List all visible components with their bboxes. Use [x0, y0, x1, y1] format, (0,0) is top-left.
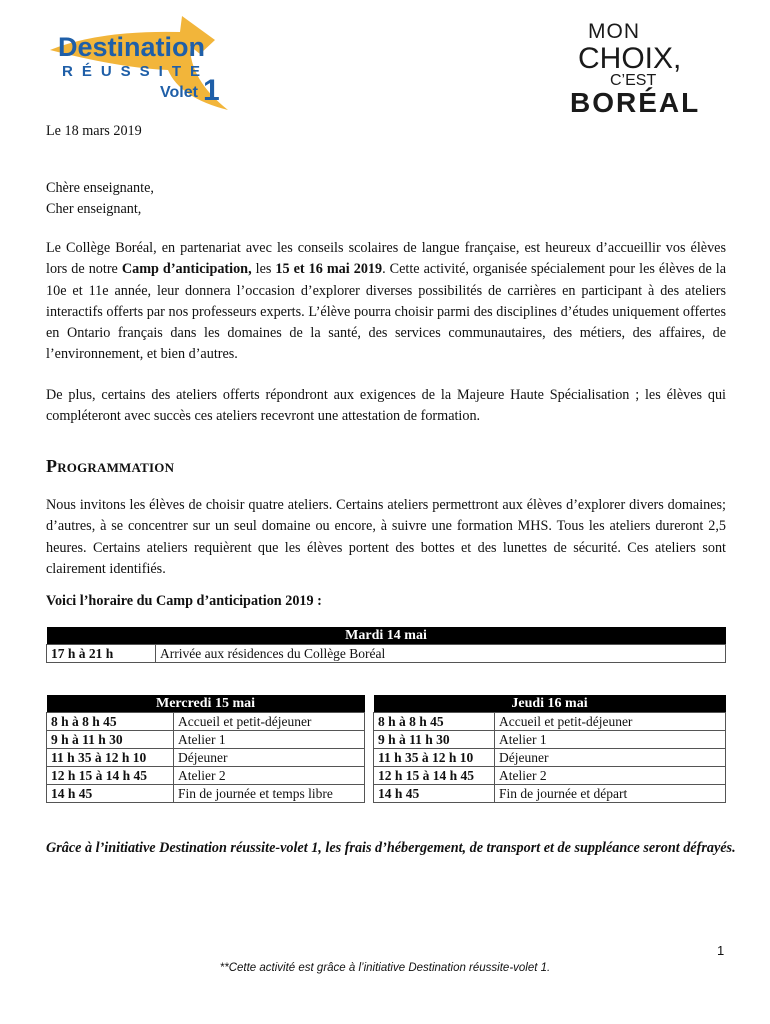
time-cell: 9 h à 11 h 30 — [47, 731, 174, 749]
boreal-name-text: BORÉAL — [570, 87, 701, 116]
table-row — [47, 713, 726, 731]
time-cell: 9 h à 11 h 30 — [374, 731, 495, 749]
section-title-programmation: Programmation — [46, 456, 175, 476]
table-row — [47, 767, 726, 785]
activity-cell: Fin de journée et temps libre — [174, 785, 365, 803]
time-cell: 14 h 45 — [374, 785, 495, 803]
logo-number-text: 1 — [203, 74, 220, 107]
paragraph-mhs: De plus, certains des ateliers offerts répondront aux exigences de la Majeure Haute Spécialisation ; les élèves qui compléteront avec succès ces ateliers recevront une attestation de formation. — [46, 387, 726, 425]
salutation-line-2: Cher enseignant, — [46, 201, 142, 217]
schedule-intro: Voici l’horaire du Camp d’anticipation 2019 : — [46, 593, 322, 609]
salutation-line-1: Chère enseignante, — [46, 180, 154, 196]
activity-cell: Arrivée aux résidences du Collège Boréal — [156, 645, 726, 663]
destination-reussite-logo — [40, 10, 240, 120]
footer-note: **Cette activité est grâce à l’initiative Destination réussite-volet 1. — [219, 962, 551, 974]
time-cell: 12 h 15 à 14 h 45 — [374, 767, 495, 785]
schedule-table-mardi — [46, 627, 726, 663]
time-cell: 11 h 35 à 12 h 10 — [374, 749, 495, 767]
activity-cell: Déjeuner — [174, 749, 365, 767]
time-cell: 11 h 35 à 12 h 10 — [47, 749, 174, 767]
boreal-cest-text: C’EST — [610, 72, 657, 89]
table-row — [47, 731, 726, 749]
activity-cell: Atelier 2 — [174, 767, 365, 785]
schedule-table-week — [46, 695, 726, 803]
logo-destination-text: Destination — [58, 32, 206, 62]
page-number: 1 — [717, 943, 725, 958]
time-cell: 12 h 15 à 14 h 45 — [47, 767, 174, 785]
table-row — [47, 749, 726, 767]
boreal-choix-text: CHOIX, — [578, 42, 682, 75]
camp-name: Camp d’anticipation, — [121, 261, 252, 278]
table-row — [47, 645, 726, 663]
time-cell: 14 h 45 — [47, 785, 174, 803]
time-cell: 17 h à 21 h — [47, 645, 156, 663]
letter-date: Le 18 mars 2019 — [46, 123, 142, 139]
activity-cell: Déjeuner — [495, 749, 726, 767]
mercredi-header: Mercredi 15 mai — [47, 695, 365, 713]
activity-cell: Atelier 1 — [174, 731, 365, 749]
activity-cell: Atelier 1 — [495, 731, 726, 749]
activity-cell: Fin de journée et départ — [495, 785, 726, 803]
logo-reussite-text: RÉUSSITE — [62, 63, 210, 80]
table-row — [47, 785, 726, 803]
activity-cell: Atelier 2 — [495, 767, 726, 785]
paragraph-intro — [46, 238, 726, 366]
activity-cell: Accueil et petit-déjeuner — [174, 713, 365, 731]
time-cell: 8 h à 8 h 45 — [47, 713, 174, 731]
boreal-logo — [560, 16, 710, 116]
jeudi-header: Jeudi 16 mai — [374, 695, 726, 713]
funding-note: Grâce à l’initiative Destination réussite-volet 1, les frais d’hébergement, de transport et de suppléance seront défrayés. — [46, 840, 736, 856]
time-cell: 8 h à 8 h 45 — [374, 713, 495, 731]
logo-volet-text: Volet — [160, 84, 198, 101]
activity-cell: Accueil et petit-déjeuner — [495, 713, 726, 731]
paragraph-programmation: Nous invitons les élèves de choisir quatre ateliers. Certains ateliers permettront aux élèves d’explorer divers domaines; d’autres, à se concentrer sur un seul domaine ou encore, à suivre une formation MHS. Tous les ateliers dureront 2,5 heures. Certains ateliers requièrent que les élèves portent des bottes et des lunettes de sécurité. Ces ateliers sont clairement identifiés. — [46, 497, 726, 577]
intro-text-1: Le Collège Boréal, en partenariat avec les conseils scolaires de langue française, est heureux d’accueillir vos élèves lors de notre — [46, 240, 726, 278]
boreal-mon-text: MON — [588, 20, 640, 43]
camp-dates: 15 et 16 mai 2019 — [275, 261, 383, 278]
mardi-header: Mardi 14 mai — [47, 627, 726, 645]
intro-text-3: . Cette activité, organisée spécialement pour les élèves de la 10e et 11e année, leur donnera l’occasion d’explorer diverses possibilités de carrières en participant à des ateliers interactifs offerts par nos professeurs experts. L’élève pourra choisir parmi des disciplines d’études uniquement offertes en Ontario français dans les domaines de la santé, des services communautaires, des métiers, des affaires, de l’environnement, et bien d’autres. — [46, 261, 727, 363]
intro-text-2: les — [251, 261, 276, 278]
